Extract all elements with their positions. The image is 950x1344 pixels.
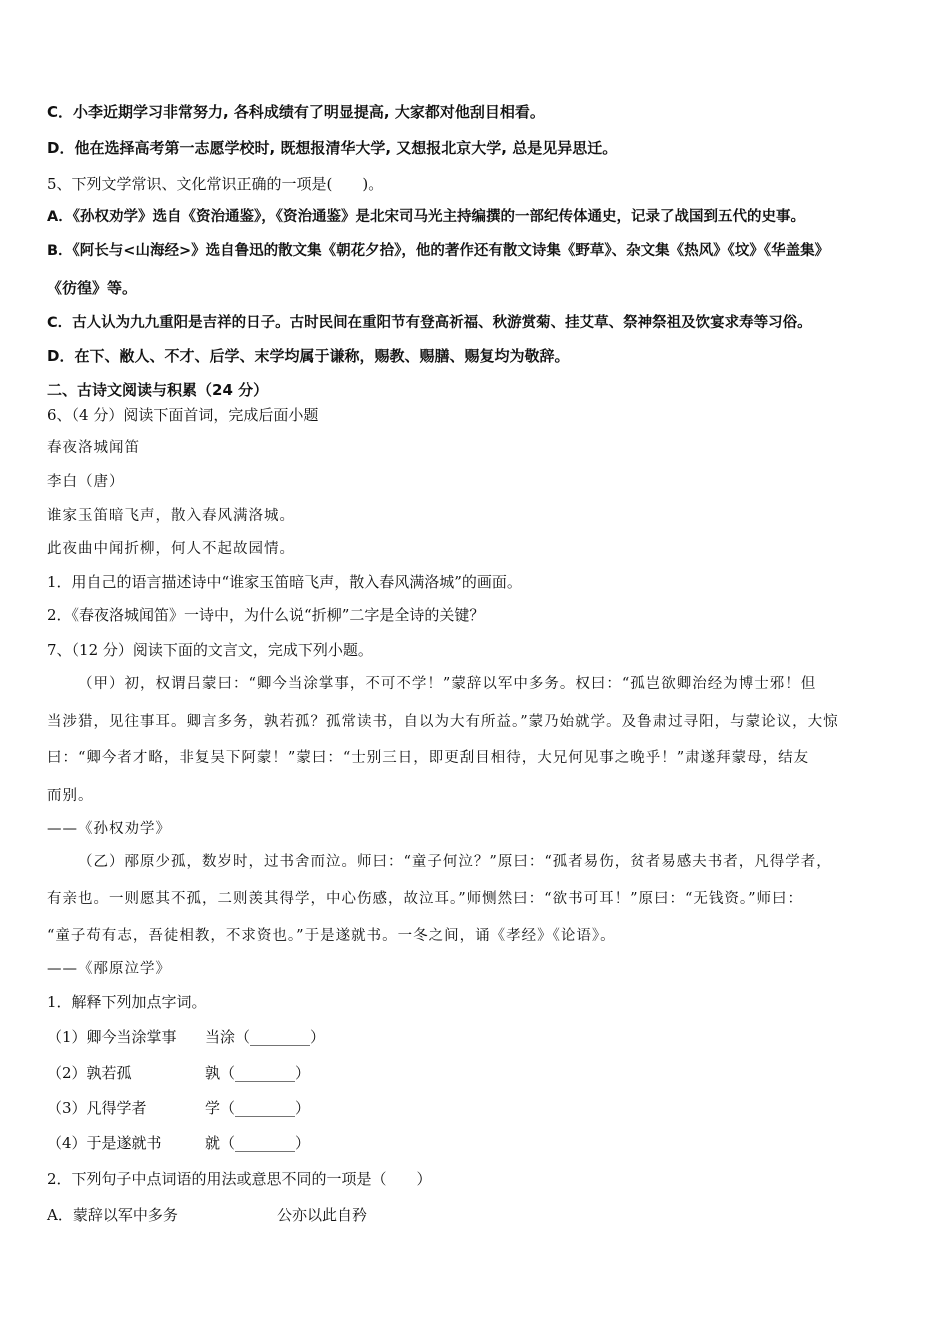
- passage-yi-line-1: （乙）邴原少孤，数岁时，过书舍而泣。师曰：“童子何泣？”原曰：“孤者易伤，贫者易感夫书者，凡得学者，: [78, 854, 832, 870]
- word-item-sentence: （1）卿今当涂掌事: [47, 1028, 177, 1046]
- word-item: [47, 1098, 311, 1118]
- passage-jia-line-3: 曰：“卿今者才略，非复吴下阿蒙！”蒙曰：“士别三日，即更刮目相待，大兄何见事之晚乎！”肃遂拜蒙母，结友: [47, 750, 810, 766]
- q6-sub-question-1: 1．用自己的语言描述诗中“谁家玉笛暗飞声，散入春风满洛城”的画面。: [47, 573, 522, 591]
- passage-jia-line-2: 当涉猎，见往事耳。卿言多务，孰若孤？孤常读书，自以为大有所益。”蒙乃始就学。及鲁肃过寻阳，与蒙论议，大惊: [47, 714, 839, 730]
- word-item-blank: 学（________）: [205, 1099, 311, 1117]
- passage-jia-source: ——《孙权劝学》: [47, 821, 171, 837]
- q5-option-b-line1: B．《阿长与<山海经>》选自鲁迅的散文集《朝花夕拾》，他的著作还有散文诗集《野草》、杂文集《热风》《坟》《华盖集》: [47, 243, 830, 259]
- q5-option-d: D．在下、敝人、不才、后学、末学均属于谦称，赐教、赐膳、赐复均为敬辞。: [47, 347, 570, 365]
- passage-yi-source: ——《邴原泣学》: [47, 961, 171, 977]
- poem-author: 李白（唐）: [47, 474, 125, 490]
- q7-sub-question-1: 1．解释下列加点字词。: [47, 993, 207, 1011]
- q5-option-a: A．《孙权劝学》选自《资治通鉴》，《资治通鉴》是北宋司马光主持编撰的一部纪传体通史，记录了战国到五代的史事。: [47, 209, 805, 225]
- word-item-blank: 当涂（________）: [205, 1028, 326, 1046]
- passage-yi-line-3: “童子苟有志，吾徒相教，不求资也。”于是遂就书。一冬之间，诵《孝经》《论语》。: [47, 928, 616, 944]
- poem-line-1: 谁家玉笛暗飞声，散入春风满洛城。: [47, 508, 295, 524]
- word-item: [47, 1063, 311, 1083]
- q4-option-d: D．他在选择高考第一志愿学校时, 既想报清华大学, 又想报北京大学, 总是见异思迁。: [47, 139, 618, 157]
- q7-sub2-option-a: [47, 1205, 368, 1225]
- passage-jia-line-4: 而别。: [47, 788, 94, 804]
- q5-stem: 5、下列文学常识、文化常识正确的一项是( )。: [47, 175, 384, 193]
- q6-stem: 6、（4 分）阅读下面首词，完成后面小题: [47, 406, 319, 424]
- q4-option-c: C．小李近期学习非常努力, 各科成绩有了明显提高, 大家都对他刮目相看。: [47, 103, 545, 121]
- word-item-sentence: （3）凡得学者: [47, 1099, 147, 1117]
- word-item: [47, 1133, 311, 1153]
- q7-stem: 7、（12 分）阅读下面的文言文，完成下列小题。: [47, 641, 373, 659]
- word-item-sentence: （2）孰若孤: [47, 1064, 132, 1082]
- q5-option-b-line2: 《彷徨》等。: [47, 279, 138, 297]
- word-item: [47, 1027, 326, 1047]
- option-a-sentence-right: 公亦以此自矜: [277, 1206, 368, 1224]
- word-item-blank: 就（________）: [205, 1134, 311, 1152]
- word-item-sentence: （4）于是遂就书: [47, 1134, 162, 1152]
- word-item-blank: 孰（________）: [205, 1064, 311, 1082]
- q7-sub-question-2: 2．下列句子中点词语的用法或意思不同的一项是（ ）: [47, 1170, 432, 1188]
- passage-jia-line-1: （甲）初，权谓吕蒙曰：“卿今当涂掌事，不可不学！”蒙辞以军中多务。权曰：“孤岂欲卿治经为博士邪！但: [78, 676, 817, 692]
- passage-yi-line-2: 有亲也。一则愿其不孤，二则羡其得学，中心伤感，故泣耳。”师恻然曰：“欲书可耳！”原曰：“无钱资。”师曰：: [47, 891, 804, 907]
- q6-sub-question-2: 2．《春夜洛城闻笛》一诗中，为什么说“折柳”二字是全诗的关键？: [47, 606, 485, 624]
- option-a-sentence-left: A．蒙辞以军中多务: [47, 1206, 178, 1224]
- q5-option-c: C．古人认为九九重阳是吉祥的日子。古时民间在重阳节有登高祈福、秋游赏菊、挂艾草、祭神祭祖及饮宴求寿等习俗。: [47, 315, 812, 331]
- section-title: 二、古诗文阅读与积累（24 分）: [47, 381, 269, 399]
- poem-line-2: 此夜曲中闻折柳，何人不起故园情。: [47, 541, 295, 557]
- poem-title: 春夜洛城闻笛: [47, 440, 140, 456]
